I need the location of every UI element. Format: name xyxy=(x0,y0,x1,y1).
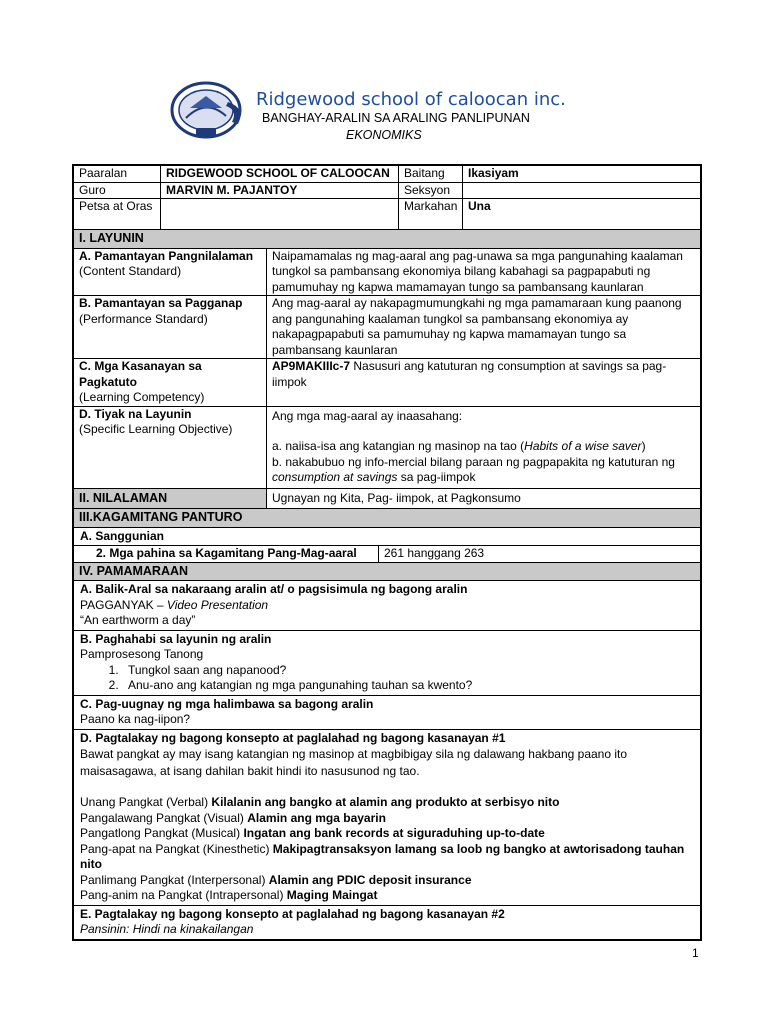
objective-item-b: b. nakabubuo ng info-mercial bilang paraan ng pagpapakita ng katuturan ng consumption at savings sa pag-iimpok xyxy=(272,454,675,484)
paaralan-value: RIDGEWOOD SCHOOL OF CALOOCAN xyxy=(160,166,398,182)
group-item: Pangatlong Pangkat (Musical) Ingatan ang bank records at siguraduhing up-to-date xyxy=(80,826,545,840)
document-subtitle: BANGHAY-ARALIN SA ARALING PANLIPUNAN xyxy=(262,111,530,125)
section-nilalaman-heading: II. NILALAMAN xyxy=(74,489,266,509)
markahan-value: Una xyxy=(462,199,700,229)
petsa-value xyxy=(160,199,398,229)
group-item: Panlimang Pangkat (Interpersonal) Alamin ang PDIC deposit insurance xyxy=(80,872,472,887)
competency-sub: (Learning Competency) xyxy=(79,390,205,404)
info-row-guro xyxy=(74,182,700,199)
petsa-label: Petsa at Oras xyxy=(79,199,153,213)
sanggunian-title: A. Sanggunian xyxy=(80,528,164,543)
content-standard-sub: (Content Standard) xyxy=(79,264,182,278)
row-content-standard xyxy=(74,248,700,296)
content-standard-text: Naipamamalas ng mag-aaral ang pag-unawa sa mga pangunahing kaalaman tungkol sa pambansang ekonomiya bilang kabahagi sa pagpapabuti ng pamumuhay ng kapwa mamamayan tungo sa pambansang kaunlaran xyxy=(266,249,700,296)
kagamitan-pages: 261 hanggang 263 xyxy=(378,546,700,562)
row-specific-objective xyxy=(74,406,700,488)
step-a: A. Balik-Aral sa nakaraang aralin at/ o pagsisimula ng bagong aralin PAGGANYAK – Video Presentation “An earthworm a day” xyxy=(80,582,468,627)
info-row-petsa xyxy=(74,198,700,229)
question-item: 1. Tungkol saan ang napanood? xyxy=(122,663,694,679)
row-nilalaman xyxy=(74,488,700,509)
paaralan-label: Paaralan xyxy=(79,166,128,180)
guro-value: MARVIN M. PAJANTOY xyxy=(160,183,398,199)
row-kagamitan-pages xyxy=(74,545,700,562)
info-row-paaralan xyxy=(74,166,700,182)
step-c: C. Pag-uugnay ng mga halimbawa sa bagong aralin Paano ka nag-iipon? xyxy=(80,696,374,726)
step-b: B. Paghahabi sa layunin ng aralin Pamprosesong Tanong 1. Tungkol saan ang napanood? 2. Anu-ano ang katangian ng mga pangunahing tauhan sa kwento? xyxy=(74,631,700,695)
content-standard-title: A. Pamantayan Pangnilalaman xyxy=(79,248,254,263)
objective-title: D. Tiyak na Layunin xyxy=(79,406,192,421)
group-item: Pang-apat na Pangkat (Kinesthetic) Makipagtransaksyon lamang sa loob ng bangko at awtorisadong tauhan nito xyxy=(80,841,685,871)
competency-title: C. Mga Kasanayan sa Pagkatuto xyxy=(79,359,202,389)
group-item: Pangalawang Pangkat (Visual) Alamin ang mga bayarin xyxy=(80,810,386,825)
document-header xyxy=(0,0,768,160)
guro-label: Guro xyxy=(79,182,106,197)
markahan-label: Markahan xyxy=(398,199,462,229)
seksyon-value xyxy=(462,183,700,199)
school-name: Ridgewood school of caloocan inc. xyxy=(256,89,566,110)
page-number: 1 xyxy=(692,946,699,960)
section-pamamaraan-heading: IV. PAMAMARAAN xyxy=(74,563,700,581)
kagamitan-item: 2. Mga pahina sa Kagamitang Pang-Mag-aaral xyxy=(96,546,357,560)
competency-code: AP9MAKIIIc-7 xyxy=(272,359,351,373)
group-item: Pang-anim na Pangkat (Intrapersonal) Maging Maingat xyxy=(80,888,378,902)
performance-standard-title: B. Pamantayan sa Pagganap xyxy=(79,296,243,310)
seksyon-label: Seksyon xyxy=(398,183,462,199)
objective-sub: (Specific Learning Objective) xyxy=(79,422,233,436)
section-kagamitan-heading: III.KAGAMITANG PANTURO xyxy=(74,509,700,527)
baitang-value: Ikasiyam xyxy=(462,166,700,182)
nilalaman-text: Ugnayan ng Kita, Pag- iimpok, at Pagkonsumo xyxy=(266,489,700,509)
performance-standard-sub: (Performance Standard) xyxy=(79,311,208,326)
performance-standard-text: Ang mag-aaral ay nakapagmumungkahi ng mga pamamaraan kung paanong ang pangunahing kaalaman tungkol sa pambansang ekonomiya ay nakapagpapabuti sa pamumuhay ng kapwa mamamayan tungo sa pambansang kaunlaran xyxy=(266,296,700,358)
school-logo-icon xyxy=(168,80,252,140)
baitang-label: Baitang xyxy=(398,166,462,182)
group-item: Unang Pangkat (Verbal) Kilalanin ang bangko at alamin ang produkto at serbisyo nito xyxy=(80,795,560,809)
row-performance-standard xyxy=(74,295,700,358)
step-e: E. Pagtalakay ng bagong konsepto at paglalahad ng bagong kasanayan #2 Pansinin: Hindi na kinakailangan xyxy=(80,906,505,936)
objective-item-a: a. naiisa-isa ang katangian ng masinop na tao (Habits of a wise saver) xyxy=(272,439,646,453)
section-layunin-heading: I. LAYUNIN xyxy=(74,230,700,248)
objective-intro: Ang mga mag-aaral ay inaasahang: xyxy=(272,408,463,423)
step-d: D. Pagtalakay ng bagong konsepto at paglalahad ng bagong kasanayan #1 Bawat pangkat ay may isang katangian ng masinop at magbibigay sila ng dalawang hakbang paano ito maisasagawa, at isang dahilan bakit hindi ito nasusunod ng tao. Unang Pangkat (Verbal) Kilalanin ang bangko at alamin ang produkto at serbisyo nito Pangalawang Pangkat (Visual) Alamin ang mga bayarin Pangatlong Pangkat (Musical) Ingatan ang bank records at siguraduhing up-to-date Pang-apat na Pangkat (Kinesthetic) Makipagtransaksyon lamang sa loob ng bangko at awtorisadong tauhan nito Panlimang Pangkat (Interpersonal) Alamin ang PDIC deposit insurance Pang-anim na Pangkat (Intrapersonal) Maging Maingat xyxy=(74,730,700,905)
subject-title: EKONOMIKS xyxy=(346,128,422,142)
question-item: 2. Anu-ano ang katangian ng mga pangunahing tauhan sa kwento? xyxy=(122,678,694,694)
lesson-plan-table xyxy=(72,164,702,941)
competency-text: Nasusuri ang katuturan ng consumption at savings sa pag-iimpok xyxy=(272,359,667,389)
row-learning-competency xyxy=(74,358,700,406)
